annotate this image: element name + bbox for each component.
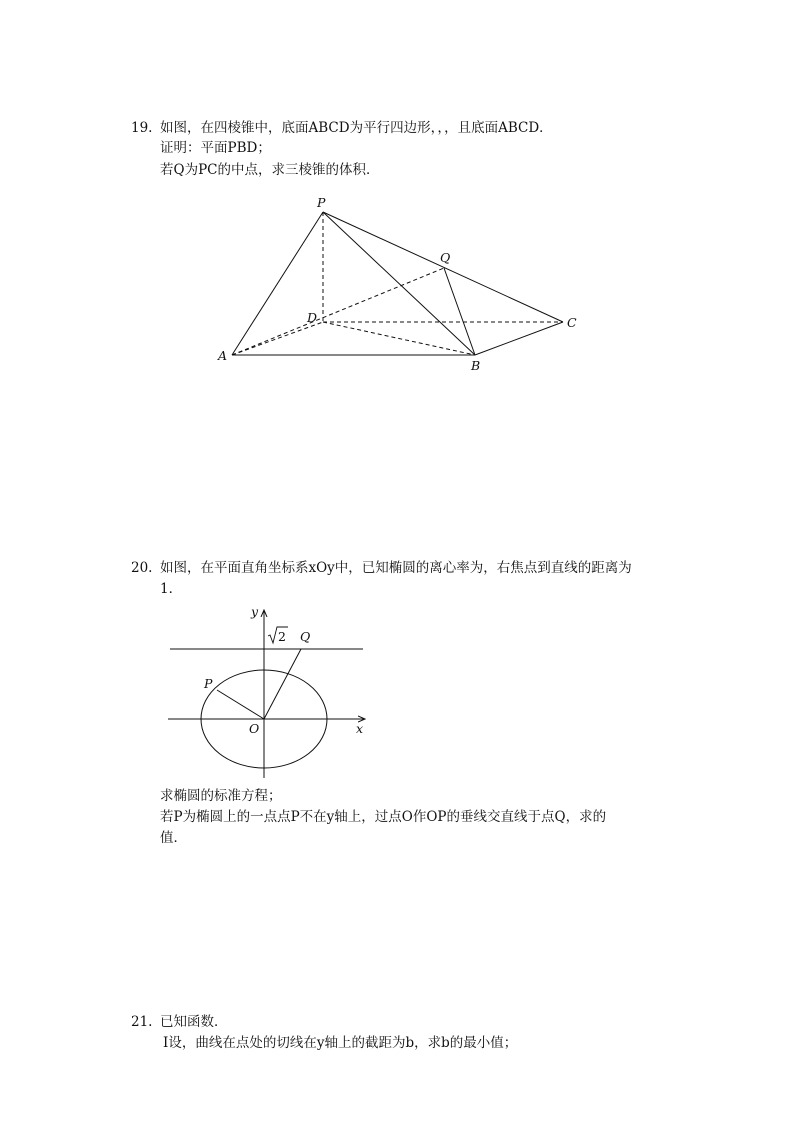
q19-part1: 证明：平面PBD；	[160, 140, 271, 156]
label-O: O	[249, 721, 260, 736]
label-B: B	[471, 358, 481, 373]
q20-number: 20.	[131, 560, 153, 576]
label-y: y	[251, 604, 259, 619]
q20-part2-cont: 值．	[160, 830, 187, 846]
q20-part2: 若P为椭圆上的一点点P不在y轴上，过点O作OP的垂线交直线于点Q，求的	[160, 809, 607, 825]
q20-stem: 如图，在平面直角坐标系xOy中，已知椭圆的离心率为，右焦点到直线的距离为	[160, 560, 632, 576]
q21-number: 21.	[131, 1014, 153, 1030]
label-Q: Q	[300, 629, 311, 644]
q20-part1: 求椭圆的标准方程；	[160, 788, 282, 804]
q19-stem: 如图，在四棱锥中，底面ABCD为平行四边形，，，且底面ABCD．	[160, 120, 553, 136]
q21-part1: Ⅰ设，曲线在点处的切线在y轴上的截距为b，求b的最小值；	[163, 1035, 518, 1051]
q19-number: 19.	[131, 120, 153, 136]
label-x: x	[356, 721, 364, 736]
label-P: P	[204, 676, 213, 691]
label-P: P	[317, 195, 326, 210]
label-D: D	[307, 310, 318, 325]
segment-OQ	[264, 649, 301, 719]
q20-stem-cont: 1．	[160, 581, 183, 597]
q21-stem: 已知函数．	[160, 1014, 228, 1030]
label-A: A	[218, 348, 228, 363]
segment-OP	[217, 690, 264, 719]
label-C: C	[567, 315, 577, 330]
label-Q: Q	[440, 250, 451, 265]
q19-part2: 若Q为PC的中点，求三棱锥的体积．	[160, 162, 380, 178]
label-sqrt2: 2	[278, 629, 286, 644]
